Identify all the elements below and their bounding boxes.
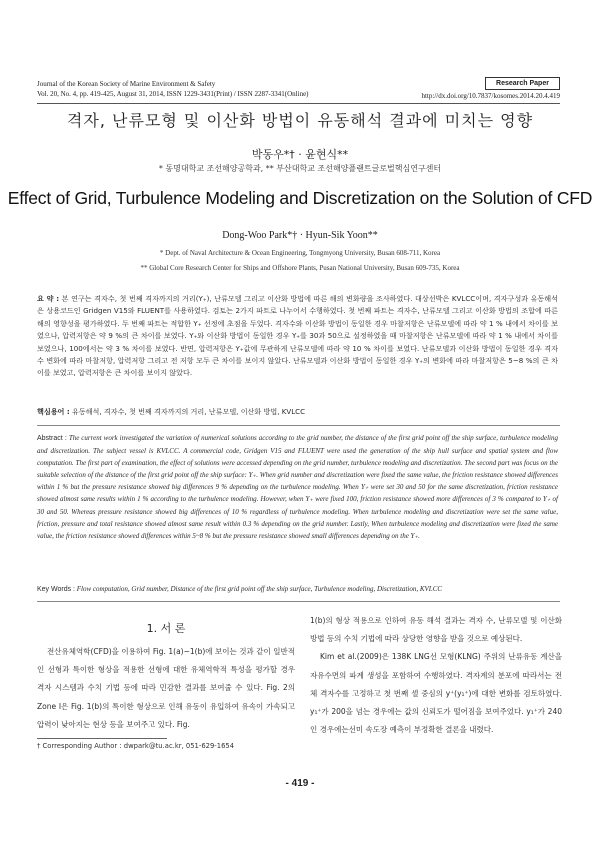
english-affiliation-2: ** Global Core Research Center for Ships and Offshore Plants, Pusan National University, Busan 609-735, Korea <box>140 264 460 272</box>
korean-keywords-label: 핵심용어 : <box>37 407 70 416</box>
korean-keywords <box>37 407 558 417</box>
korean-abstract-text: 본 연구는 격자수, 첫 번째 격자까지의 거리(Y₊), 난류모델 그리고 이산화 방법에 따른 해의 변화량을 조사하였다. 대상선박은 KVLCC이며, 격자구성과 유동해석은 상용코드인 Gridgen V15와 FLUENT를 사용하였다. 검토는 2가지 파트로 나누어서 수행하였다. 첫 번째 파트는 격자수, 난류모델 그리고 이산화 방법의 조합에 따른 해의 영향성을 평가하였다. 두 번째 파트는 적합한 Y₊ 선정에 초점을 두었다. 격자수와 이산화 방법이 동일한 경우 마찰저항은 난류모델에 따라 약 1 % 내에서 차이를 보였으나, 압력저항은 약 9 %의 큰 차이를 보였다. Y₊와 이산화 방법이 동일한 경우 Y₊를 30과 50으로 설정하였을 때 마찰저항은 난류모델에 따라 약 1 % 내에서 차이를 보였으나, 100에서는 약 3 % 차이를 보였다. 반면, 압력저항은 Y₊값에 무관하게 난류모델에 따라 약 10 % 차이를 보였다. 난류모델과 이산화 방법이 동일한 경우 격자 수 변화에 따라 마찰저항, 압력저항 그리고 전 저항 모두 큰 차이를 보이지 않았다. 난류모델과 이산화 방법이 동일한 경우 Y₊의 변화에 따라 마찰저항은 5~8 %의 큰 차이를 보였고, 압력저항은 큰 차이를 보이지 않았다. <box>37 294 558 378</box>
journal-name: Journal of the Korean Society of Marine Environment & Safety <box>37 80 216 88</box>
english-authors: Dong-Woo Park*† · Hyun-Sik Yoon** <box>222 230 378 241</box>
footnote-divider <box>37 738 167 739</box>
page-number: - 419 - <box>285 778 315 789</box>
section-title: 1. 서 론 <box>146 622 186 635</box>
left-column <box>37 643 295 734</box>
english-abstract-label: Abstract : <box>37 435 67 442</box>
journal-header <box>37 79 309 99</box>
korean-title: 격자, 난류모형 및 이산화 방법이 유동해석 결과에 미치는 영향 <box>66 111 534 130</box>
english-title: Effect of Grid, Turbulence Modeling and Discretization on the Solution of CFD <box>7 188 593 208</box>
korean-authors: 박동우*† · 윤현식** <box>251 148 349 161</box>
research-paper-badge: Research Paper <box>485 77 560 90</box>
right-column <box>310 612 562 739</box>
english-abstract-text: The current work investigated the variation of numerical solutions according to the grid number, the distance of the first grid point off the ship surface, turbulence modeling and discretization. The subject vessel is KVLCC. A commercial code, Gridgen V15 and FLUENT were used the generation of the ship hull surface and spatial system and flow computation. The first part of examination, the effect of solutions were accessed depending on the grid number, turbulence modeling and discretization. The second part was focus on the suitable selection of the distance of the first grid point off the ship surface: Y₊. When grid number and discretization were fixed the same value, the friction resistance showed differences within 1 % but the pressure resistance showed big differences 9 % depending on the turbulence modeling. When Y₊ were set 30 and 50 for the same discretization, friction resistance showed almost same results within 1 % according to the turbulence modeling. However, when Y₊ were fixed 100, friction resistance showed more differences of 3 % compared to Y₊ of 30 and 50. Whereas pressure resistance showed big differences of 10 % regardless of turbulence modeling. When turbulence modeling and discretization were set the same value, friction, pressure and total resistance showed almost same result within 0.3 % depending on the grid number. Lastly, When turbulence modeling and discretization were fixed the same value, the friction resistance showed differences within 5~8 % but the pressure resistance showed small differences depending on the Y₊. <box>37 434 558 540</box>
body-paragraph: 1(b)의 형상 적용으로 인하여 유동 해석 결과는 격자 수, 난류모델 및 이산화 방법 등의 수치 기법에 따라 상당한 영향을 받을 것으로 예상된다. <box>310 616 562 644</box>
korean-keywords-text: 유동해석, 격자수, 첫 번째 격자까지의 거리, 난류모델, 이산화 방법, KVLCC <box>71 407 306 416</box>
journal-details: Vol. 20, No. 4, pp. 419-425, August 31, 2014, ISSN 1229-3431(Print) / ISSN 2287-3341(Online) <box>37 90 309 98</box>
korean-abstract-label: 요 약 : <box>37 294 60 303</box>
header-divider <box>37 103 560 104</box>
english-keywords-label: Key Words : <box>37 586 75 593</box>
doi-link[interactable]: http://dx.doi.org/10.7837/kosomes.2014.20.4.419 <box>421 92 560 100</box>
body-paragraph: Kim et al.(2009)은 138K LNG선 모형(KLNG) 주위의 난류유동 계산을 자유수면의 파계 생성을 포함하여 수행하였다. 격자계의 분포에 따라서는 전체 격자수를 고정하고 첫 번째 셀 중심의 y⁺(y₁⁺)에 대한 변화를 검토하였다. y₁⁺가 200을 넘는 경우에는 값의 신뢰도가 떨어짐을 보여주었다. y₁⁺가 240인 경우에는선미 속도장 예측이 부정확한 결론을 내렸다. <box>310 652 562 735</box>
abstract-divider <box>37 425 560 426</box>
keywords-divider <box>37 601 560 602</box>
english-keywords-text: Flow computation, Grid number, Distance of the first grid point off the ship surface, Turbulence modeling, Discretization, KVLCC <box>76 585 443 593</box>
body-paragraph: 전산유체역학(CFD)을 이용하여 Fig. 1(a)~1(b)에 보이는 것과 같이 일반적인 선형과 특이한 형상을 적용한 선형에 대한 유체역학적 특성을 평가할 경우 격자 시스템과 수치 기법 등에 따라 민감한 결과를 보여줄 수 있다. Fig. 2의 Zone I은 Fig. 1(b)의 특이한 형상으로 인해 유동이 유입하여 유속이 가속되고 압력이 낮아지는 현상 등을 보여주고 있다. Fig. <box>37 647 295 729</box>
corresponding-author-footnote: † Corresponding Author : dwpark@tu.ac.kr, 051-629-1654 <box>37 742 235 750</box>
korean-abstract <box>37 293 558 380</box>
english-affiliation-1: * Dept. of Naval Architecture & Ocean Engineering, Tongmyong University, Busan 608-711, Korea <box>159 249 441 257</box>
english-abstract <box>37 432 558 542</box>
english-keywords <box>37 585 558 593</box>
korean-affiliation: * 동명대학교 조선해양공학과, ** 부산대학교 조선해양플랜트글로벌핵심연구센터 <box>158 164 442 173</box>
